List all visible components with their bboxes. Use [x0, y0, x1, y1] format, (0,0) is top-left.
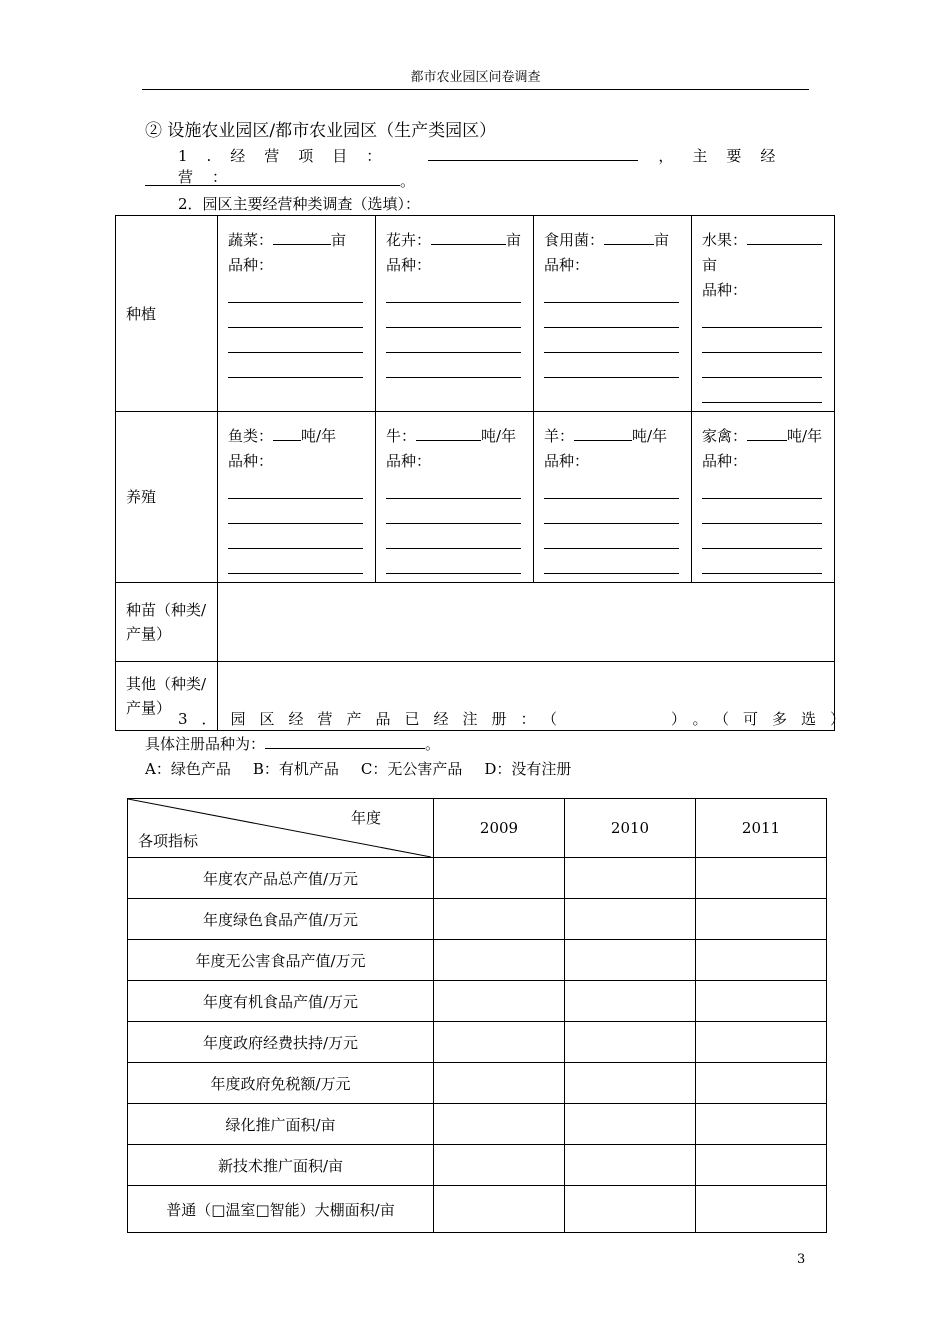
value-cell[interactable] — [696, 981, 827, 1022]
value-cell[interactable] — [565, 858, 696, 899]
value-cell[interactable] — [696, 899, 827, 940]
row-label: 年度无公害食品产值/万元 — [128, 940, 434, 981]
row-label: 年度政府免税额/万元 — [128, 1063, 434, 1104]
value-cell[interactable] — [696, 1022, 827, 1063]
value-cell[interactable] — [565, 1186, 696, 1233]
value-cell[interactable] — [434, 1186, 565, 1233]
row-label-planting: 种植 — [116, 216, 218, 412]
page-header: 都市农业园区问卷调查 — [142, 70, 809, 90]
indicator-table — [127, 798, 827, 1233]
row-label: 年度绿色食品产值/万元 — [128, 899, 434, 940]
option-b[interactable]: B：有机产品 — [252, 760, 339, 778]
value-cell[interactable] — [565, 1022, 696, 1063]
question-3-options — [145, 758, 593, 779]
value-cell[interactable] — [434, 940, 565, 981]
q1-period: 。 — [400, 172, 416, 190]
value-cell[interactable] — [434, 1145, 565, 1186]
value-cell[interactable] — [696, 1145, 827, 1186]
seedling-field[interactable] — [218, 583, 835, 662]
row-label: 年度农产品总产值/万元 — [128, 858, 434, 899]
question-3: 3．园区经营产品已经注册：（ ）。（可多选） — [178, 710, 860, 728]
value-cell[interactable] — [434, 899, 565, 940]
year-2009: 2009 — [434, 799, 565, 858]
year-2010: 2010 — [565, 799, 696, 858]
table-row — [128, 940, 827, 981]
year-2011: 2011 — [696, 799, 827, 858]
question-1-cont — [145, 170, 415, 191]
value-cell[interactable] — [434, 1022, 565, 1063]
table-row — [128, 1104, 827, 1145]
table-row — [128, 1145, 827, 1186]
page-number: 3 — [797, 1252, 806, 1267]
value-cell[interactable] — [696, 1063, 827, 1104]
value-cell[interactable] — [696, 1104, 827, 1145]
value-cell[interactable] — [434, 1104, 565, 1145]
q1-comma: ， — [658, 147, 693, 165]
q1-label: 1.经营项目： — [178, 147, 401, 165]
value-cell[interactable] — [696, 1186, 827, 1233]
table-row — [128, 1186, 827, 1233]
question-2: 2．园区主要经营种类调查（选填）： — [178, 195, 421, 213]
q1-label2: 主要经营： — [178, 147, 795, 186]
value-cell[interactable] — [565, 1104, 696, 1145]
table-row — [128, 899, 827, 940]
option-d[interactable]: D：没有注册 — [484, 760, 572, 778]
value-cell[interactable] — [434, 858, 565, 899]
cell-mushroom[interactable]: 食用菌： 亩 品种： — [534, 216, 692, 412]
table-row — [128, 858, 827, 899]
value-cell[interactable] — [565, 1063, 696, 1104]
value-cell[interactable] — [565, 899, 696, 940]
cell-cattle[interactable]: 牛： 吨/年 品种： — [376, 412, 534, 583]
row-label-breeding: 养殖 — [116, 412, 218, 583]
value-cell[interactable] — [434, 981, 565, 1022]
index-header: 各项指标 — [138, 832, 199, 850]
table-row — [128, 1022, 827, 1063]
value-cell[interactable] — [565, 1145, 696, 1186]
diagonal-header-cell — [128, 799, 434, 858]
table-row — [128, 1063, 827, 1104]
row-label: 年度政府经费扶持/万元 — [128, 1022, 434, 1063]
cell-flower[interactable]: 花卉： 亩 品种： — [376, 216, 534, 412]
value-cell[interactable] — [696, 940, 827, 981]
year-header: 年度 — [350, 809, 381, 827]
question-3-detail: 具体注册品种为： 。 — [145, 735, 441, 753]
row-label: 新技术推广面积/亩 — [128, 1145, 434, 1186]
registered-variety-field[interactable] — [265, 734, 425, 749]
row-label: 年度有机食品产值/万元 — [128, 981, 434, 1022]
cell-vegetable[interactable]: 蔬菜： 亩 品种： — [218, 216, 376, 412]
section-title: ② 设施农业园区/都市农业园区（生产类园区） — [145, 121, 497, 141]
table-row — [128, 981, 827, 1022]
option-a[interactable]: A：绿色产品 — [145, 760, 231, 778]
row-label-seedling: 种苗（种类/产量） — [116, 583, 218, 662]
option-c[interactable]: C：无公害产品 — [360, 760, 463, 778]
row-label-other: 其他（种类/产量） — [116, 662, 218, 731]
value-cell[interactable] — [696, 858, 827, 899]
cell-fish[interactable]: 鱼类： 吨/年 品种： — [218, 412, 376, 583]
cell-fruit[interactable]: 水果：亩 品种： — [692, 216, 835, 412]
business-project-field[interactable] — [428, 146, 638, 161]
row-label: 普通（□温室□智能）大棚面积/亩 — [128, 1186, 434, 1233]
cell-poultry[interactable]: 家禽： 吨/年 品种： — [692, 412, 835, 583]
row-label: 绿化推广面积/亩 — [128, 1104, 434, 1145]
value-cell[interactable] — [565, 981, 696, 1022]
main-business-field[interactable] — [145, 171, 400, 186]
product-type-table — [115, 215, 835, 731]
value-cell[interactable] — [434, 1063, 565, 1104]
value-cell[interactable] — [565, 940, 696, 981]
cell-sheep[interactable]: 羊： 吨/年 品种： — [534, 412, 692, 583]
